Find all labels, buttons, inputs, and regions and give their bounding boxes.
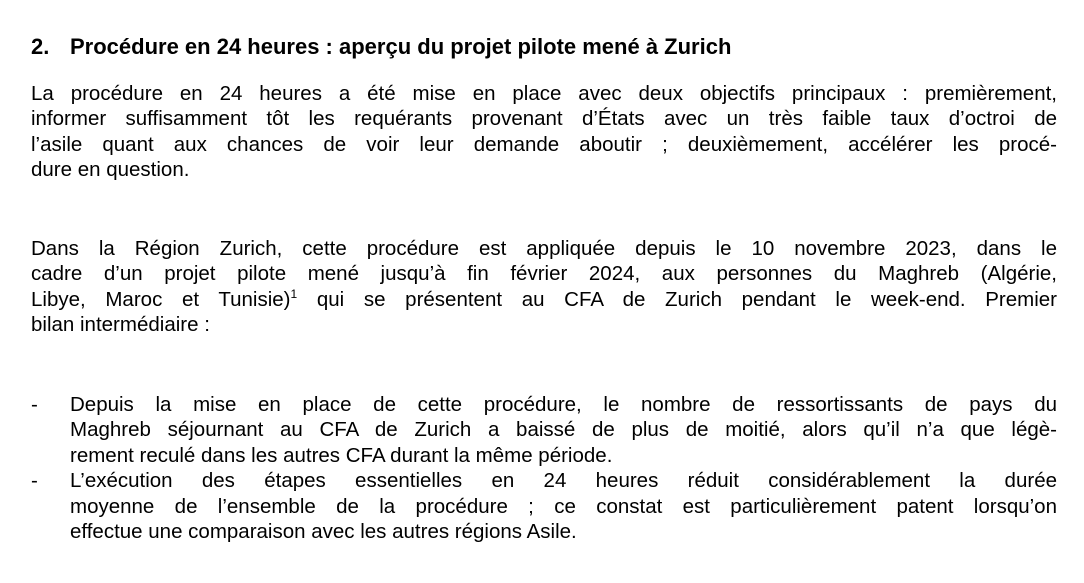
list-item-line: L’exécution des étapes essentielles en 24 heures réduit considérablement la durée bbox=[70, 469, 1057, 493]
paragraph-zurich-pilot bbox=[31, 236, 1057, 338]
paragraph-objectives bbox=[31, 81, 1057, 183]
paragraph-line: l’asile quant aux chances de voir leur demande aboutir ; deuxièmement, accélérer les procé- bbox=[31, 132, 1057, 156]
paragraph-line: Dans la Région Zurich, cette procédure est appliquée depuis le 10 novembre 2023, dans le bbox=[31, 237, 1057, 260]
results-list bbox=[31, 392, 1057, 544]
section-heading bbox=[31, 32, 1057, 62]
paragraph-line: La procédure en 24 heures a été mise en place avec deux objectifs principaux : premièrement, bbox=[31, 82, 1057, 105]
paragraph-text: Libye, Maroc et Tunisie) bbox=[31, 287, 291, 311]
paragraph-line: bilan intermédiaire : bbox=[31, 313, 210, 337]
footnote-marker[interactable]: 1 bbox=[290, 286, 298, 301]
list-item-line: moyenne de l’ensemble de la procédure ; ce constat est particulièrement patent lorsqu’on bbox=[70, 494, 1057, 518]
list-item-line: effectue une comparaison avec les autres régions Asile. bbox=[70, 520, 577, 544]
list-item bbox=[31, 468, 1057, 544]
list-item-line: rement reculé dans les autres CFA durant la même période. bbox=[70, 443, 613, 467]
section-number: 2. bbox=[31, 34, 50, 60]
list-item-line: Maghreb séjournant au CFA de Zurich a baissé de plus de moitié, alors qu’il n’a que légè- bbox=[70, 418, 1057, 442]
paragraph-line: dure en question. bbox=[31, 158, 190, 182]
list-item-line: Depuis la mise en place de cette procédure, le nombre de ressortissants de pays du bbox=[70, 393, 1057, 416]
bullet-dash: - bbox=[31, 469, 38, 493]
paragraph-line bbox=[31, 287, 1057, 312]
list-item bbox=[31, 392, 1057, 468]
paragraph-line: informer suffisamment tôt les requérants provenant d’États avec un très faible taux d’octroi de bbox=[31, 107, 1057, 131]
paragraph-text: qui se présentent au CFA de Zurich pendant le week-end. Premier bbox=[297, 287, 1058, 311]
paragraph-line: cadre d’un projet pilote mené jusqu’à fin février 2024, aux personnes du Maghreb (Algérie, bbox=[31, 262, 1057, 286]
bullet-dash: - bbox=[31, 393, 38, 416]
section-title: Procédure en 24 heures : aperçu du projet pilote mené à Zurich bbox=[70, 34, 732, 60]
